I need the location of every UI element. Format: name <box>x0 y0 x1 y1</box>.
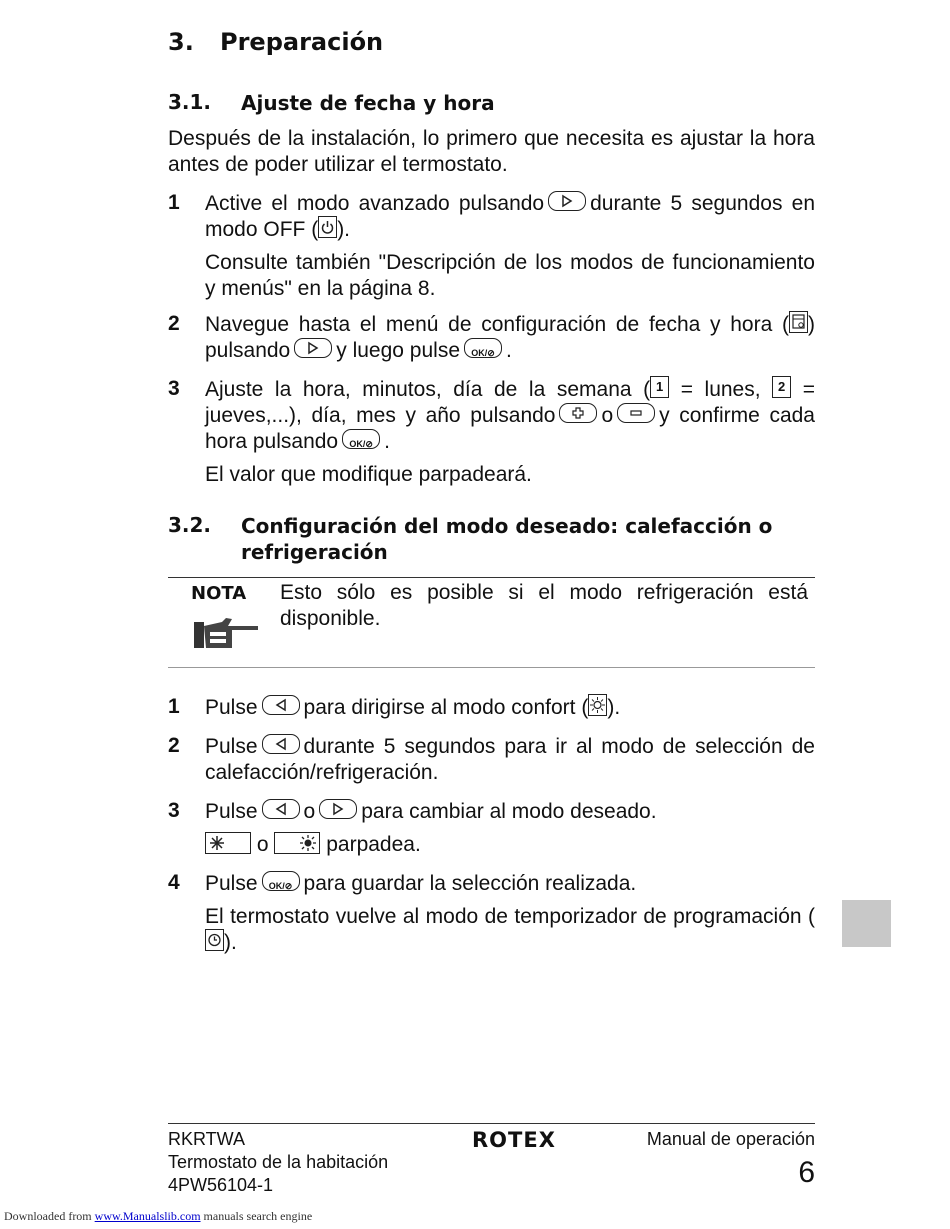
section-title: Preparación <box>220 28 384 56</box>
download-prefix: Downloaded from <box>4 1209 92 1223</box>
step-2-text <box>205 312 815 371</box>
step-text-part: Active el modo avanzado pulsando <box>205 192 545 215</box>
step-number: 3 <box>168 799 180 822</box>
section-number: 3. <box>168 28 194 56</box>
clock-icon <box>205 929 224 951</box>
step-text-part: ). <box>607 696 621 719</box>
step-text-part: para guardar la selección realizada. <box>303 872 637 895</box>
subsection-heading-1 <box>168 90 815 116</box>
step-text-part: = lunes, <box>680 378 761 401</box>
note-top-rule <box>168 577 815 578</box>
subsection-title: Configuración del modo deseado: calefacción o refrigeración <box>241 514 773 564</box>
right-arrow-button-icon <box>548 191 586 211</box>
right-arrow-button-icon <box>294 338 332 358</box>
day-2-icon: 2 <box>772 376 791 398</box>
step-text-part: o <box>256 833 269 856</box>
download-link[interactable]: www.Manualslib.com <box>94 1209 201 1223</box>
step-text-part: y luego pulse <box>336 339 461 362</box>
step-number: 2 <box>168 734 180 757</box>
brand-logo: ROTEX <box>472 1128 556 1152</box>
step-text-part: = jueves,...), día, mes y año pulsando <box>205 378 815 427</box>
ok-button-icon <box>262 871 300 891</box>
step-text-part: ) pulsando <box>205 313 815 362</box>
step-number: 1 <box>168 695 180 718</box>
subsection-number: 3.2. <box>168 513 212 537</box>
calendar-icon <box>789 311 808 333</box>
footer-manual: Manual de operación <box>646 1129 815 1149</box>
intro-paragraph: Después de la instalación, lo primero que necesita es ajustar la hora antes de poder utilizar el termostato. <box>168 127 815 176</box>
download-suffix: manuals search engine <box>203 1209 313 1223</box>
subsection-number: 3.1. <box>168 90 212 114</box>
step-text-part: parpadea. <box>326 833 421 856</box>
step-text-part: ). <box>224 931 237 954</box>
note-label: NOTA <box>191 583 247 604</box>
step-text-part: y confirme cada hora pulsando <box>205 404 815 453</box>
sun-heating-icon <box>274 832 320 854</box>
ok-label: OK/⊘ <box>349 439 373 450</box>
step-text-part: durante 5 segundos para ir al modo de selección de calefacción/refrigeración. <box>205 735 815 784</box>
chapter-side-tab <box>842 900 891 947</box>
step-b4-text <box>205 871 815 963</box>
download-note <box>4 1209 312 1224</box>
left-arrow-button-icon <box>262 799 300 819</box>
step-note: El valor que modifique parpadeará. <box>205 463 532 486</box>
step-b1-text <box>205 695 815 728</box>
page-number: 6 <box>798 1156 815 1189</box>
step-text-part: para dirigirse al modo confort ( <box>303 696 589 719</box>
left-arrow-button-icon <box>262 695 300 715</box>
step-text-part: o <box>601 404 614 427</box>
step-text-part: Pulse <box>205 872 258 895</box>
subsection-title: Ajuste de fecha y hora <box>241 91 495 115</box>
step-number: 2 <box>168 312 180 335</box>
step-text-part: o <box>303 800 316 823</box>
step-text-part: Pulse <box>205 800 258 823</box>
step-text-part: Navegue hasta el menú de configuración de fecha y hora ( <box>205 313 789 336</box>
left-arrow-button-icon <box>262 734 300 754</box>
footer-left <box>168 1128 388 1197</box>
ok-label: OK/⊘ <box>268 881 293 892</box>
ok-button-icon <box>464 338 502 358</box>
step-number: 1 <box>168 191 180 214</box>
step-note: Consulte también "Descripción de los modos de funcionamiento y menús" en la página 8. <box>205 251 815 300</box>
ok-button-icon <box>342 429 380 449</box>
step-text-part: . <box>384 430 390 453</box>
step-number: 3 <box>168 377 180 400</box>
footer-model: RKRTWA <box>168 1129 246 1149</box>
minus-button-icon <box>617 403 655 423</box>
step-text-part: para cambiar al modo deseado. <box>361 800 657 823</box>
step-text-part: Ajuste la hora, minutos, día de la semana ( <box>205 378 651 401</box>
step-text-part: Pulse <box>205 696 258 719</box>
step-text-part: Pulse <box>205 735 258 758</box>
step-b2-text <box>205 734 815 793</box>
sun-comfort-icon <box>588 694 607 716</box>
step-3-text <box>205 377 815 495</box>
subsection-heading-2 <box>168 513 815 565</box>
footer-product: Termostato de la habitación <box>168 1152 389 1172</box>
step-b3-text <box>205 799 815 865</box>
footer-code: 4PW56104-1 <box>168 1175 274 1195</box>
ok-label: OK/⊘ <box>471 348 495 359</box>
step-text-part: . <box>506 339 512 362</box>
section-heading <box>168 28 383 56</box>
note-text: Esto sólo es posible si el modo refrigeración está disponible. <box>280 581 808 630</box>
snowflake-cooling-icon <box>205 832 251 854</box>
step-text-part: ). <box>337 218 351 241</box>
step-1-text <box>205 191 815 309</box>
plus-button-icon <box>559 403 597 423</box>
power-icon <box>318 216 337 238</box>
pointing-hand-icon <box>192 612 262 654</box>
note-bottom-rule <box>168 667 815 668</box>
right-arrow-button-icon <box>319 799 357 819</box>
step-text-part: El termostato vuelve al modo de temporizador de programación ( <box>205 905 815 928</box>
step-text-part: durante 5 segundos en modo OFF ( <box>205 192 815 241</box>
day-1-icon: 1 <box>650 376 669 398</box>
footer-rule <box>168 1123 815 1124</box>
step-number: 4 <box>168 871 180 894</box>
